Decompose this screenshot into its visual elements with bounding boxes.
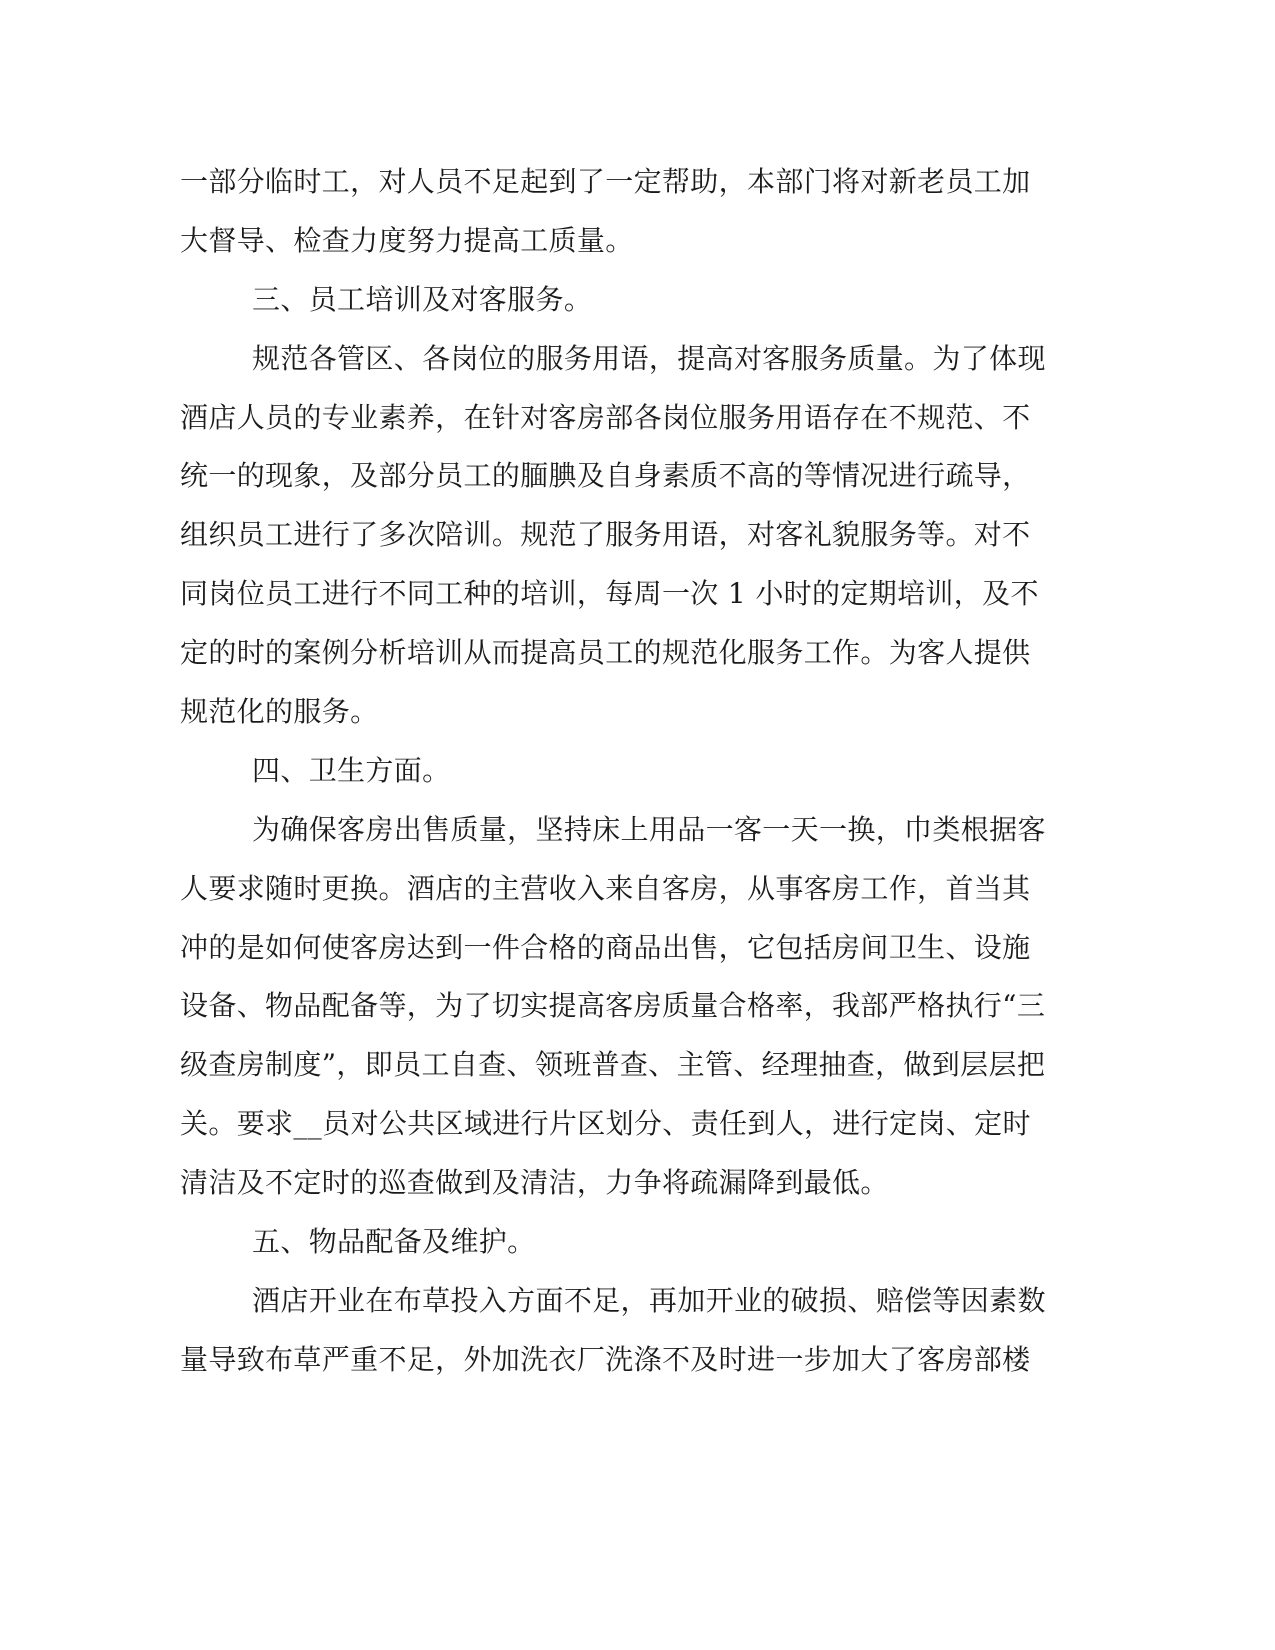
- body-text-line: 定的时的案例分析培训从而提高员工的规范化服务工作。为客人提供: [180, 636, 1031, 669]
- body-text-line: 组织员工进行了多次陪训。规范了服务用语，对客礼貌服务等。对不: [180, 518, 1031, 551]
- section-heading-5: 五、物品配备及维护。: [252, 1225, 536, 1258]
- body-text-line: 为确保客房出售质量，坚持床上用品一客一天一换，巾类根据客: [252, 813, 1046, 846]
- body-text-line: 级查房制度”，即员工自查、领班普查、主管、经理抽查，做到层层把: [180, 1048, 1046, 1081]
- body-text-line: 量导致布草严重不足，外加洗衣厂洗涤不及时进一步加大了客房部楼: [180, 1343, 1031, 1376]
- body-text-line: 酒店开业在布草投入方面不足，再加开业的破损、赔偿等因素数: [252, 1284, 1046, 1317]
- body-text-line: 一部分临时工，对人员不足起到了一定帮助，本部门将对新老员工加: [180, 165, 1031, 198]
- body-text-line: 人要求随时更换。酒店的主营收入来自客房，从事客房工作，首当其: [180, 872, 1031, 905]
- body-text-line: 规范化的服务。: [180, 695, 379, 728]
- body-text-line: 统一的现象，及部分员工的腼腆及自身素质不高的等情况进行疏导，: [180, 459, 1031, 492]
- body-text-line: 冲的是如何使客房达到一件合格的商品出售，它包括房间卫生、设施: [180, 931, 1031, 964]
- body-text-line: 规范各管区、各岗位的服务用语，提高对客服务质量。为了体现: [252, 342, 1046, 375]
- body-text-line: 清洁及不定时的巡查做到及清洁，力争将疏漏降到最低。: [180, 1166, 889, 1199]
- body-text-line: 酒店人员的专业素养，在针对客房部各岗位服务用语存在不规范、不: [180, 401, 1031, 434]
- section-heading-4: 四、卫生方面。: [252, 754, 451, 787]
- body-text-line: 关。要求__员对公共区域进行片区划分、责任到人，进行定岗、定时: [180, 1107, 1031, 1140]
- body-text-line: 设备、物品配备等，为了切实提高客房质量合格率，我部严格执行“三: [180, 989, 1046, 1022]
- section-heading-3: 三、员工培训及对客服务。: [252, 283, 593, 316]
- body-text-line: 同岗位员工进行不同工种的培训，每周一次 1 小时的定期培训，及不: [180, 577, 1039, 610]
- body-text-line: 大督导、检查力度努力提高工质量。: [180, 224, 634, 257]
